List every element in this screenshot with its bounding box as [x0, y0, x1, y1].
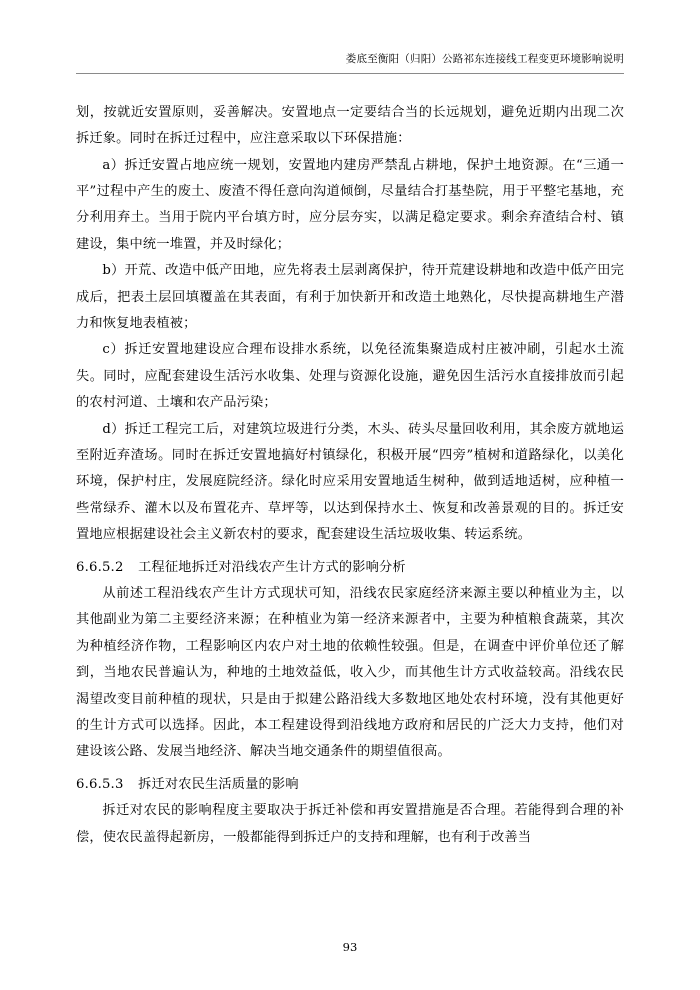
paragraph-continuation: 划，按就近安置原则，妥善解决。安置地点一定要结合当的长远规划，避免近期内出现二次拆迁象。同时在拆迁过程中，应注意采取以下环保措施：: [76, 104, 624, 147]
paragraph-section-6-6-5-2-1: 从前述工程沿线农产生计方式现状可知，沿线农民家庭经济来源主要以种植业为主，以其他副业为第二主要经济来源；在种植业为第一经济来源者中，主要为种植粮食蔬菜，其次为种植经济作物，工程影响区内农户对土地的依赖性较强。但是，在调查中评价单位还了解到，当地农民普遍认为，种地的土地效益低，收入少，而其他生计方式收益较高。沿线农民渴望改变目前种植的现状，只是由于拟建公路沿线大多数地区地处农村环境，没有其他更好的生计方式可以选择。因此，本工程建设得到沿线地方政府和居民的广泛大力支持，他们对建设该公路、发展当地经济、解决当地交通条件的期望值很高。: [76, 586, 624, 760]
running-header-text: 娄底至衡阳（归阳）公路祁东连接线工程变更环境影响说明: [345, 53, 624, 65]
page-footer: [0, 940, 700, 954]
paragraph-section-6-6-5-3-1: 拆迁对农民的影响程度主要取决于拆迁补偿和再安置措施是否合理。若能得到合理的补偿，使农民盖得起新房，一般都能得到拆迁户的支持和理解，也有利于改善当: [76, 803, 624, 845]
page-body: [76, 100, 624, 851]
paragraph-measure-d: d）拆迁工程完工后，对建筑垃圾进行分类，木头、砖头尽量回收利用，其余废方就地运至附近弃渣场。同时在拆迁安置地搞好村镇绿化，积极开展“四旁”植树和道路绿化，以美化环境，保护村庄，发展庭院经济。绿化时应采用安置地适生树种，做到适地适树，应种植一些常绿乔、灌木以及布置花卉、草坪等，以达到保持水土、恢复和改善景观的目的。拆迁安置地应根据建设社会主义新农村的要求，配套建设生活垃圾收集、转运系统。: [76, 421, 624, 543]
section-heading-6-6-5-2: [76, 555, 624, 581]
running-header: [76, 52, 624, 67]
section-number: 6.6.5.2: [76, 559, 124, 575]
section-title: 拆迁对农民生活质量的影响: [138, 776, 299, 792]
paragraph-measure-c: c）拆迁安置地建设应合理布设排水系统，以免径流集聚造成村庄被冲刷，引起水土流失。同时，应配套建设生活污水收集、处理与资源化设施，避免因生活污水直接排放而引起的农村河道、土壤和农产品污染；: [76, 342, 624, 411]
section-heading-6-6-5-3: [76, 772, 624, 798]
header-divider: [76, 73, 624, 74]
page-number: 93: [342, 940, 358, 954]
section-title: 工程征地拆迁对沿线农产生计方式的影响分析: [138, 559, 406, 575]
section-number: 6.6.5.3: [76, 776, 124, 792]
paragraph-measure-b: b）开荒、改造中低产田地，应先将表土层剥离保护，待开荒建设耕地和改造中低产田完成后，把表土层回填覆盖在其表面，有利于加快新开和改造土地熟化，尽快提高耕地生产潜力和恢复地表植被；: [76, 263, 624, 331]
paragraph-measure-a: a）拆迁安置占地应统一规划，安置地内建房严禁乱占耕地，保护土地资源。在“三通一平”过程中产生的废土、废渣不得任意向沟道倾倒，尽量结合打基垫院，用于平整宅基地，充分利用弃土。当用于院内平台填方时，应分层夯实，以满足稳定要求。剩余弃渣结合村、镇建设，集中统一堆置，并及时绿化；: [76, 157, 624, 252]
